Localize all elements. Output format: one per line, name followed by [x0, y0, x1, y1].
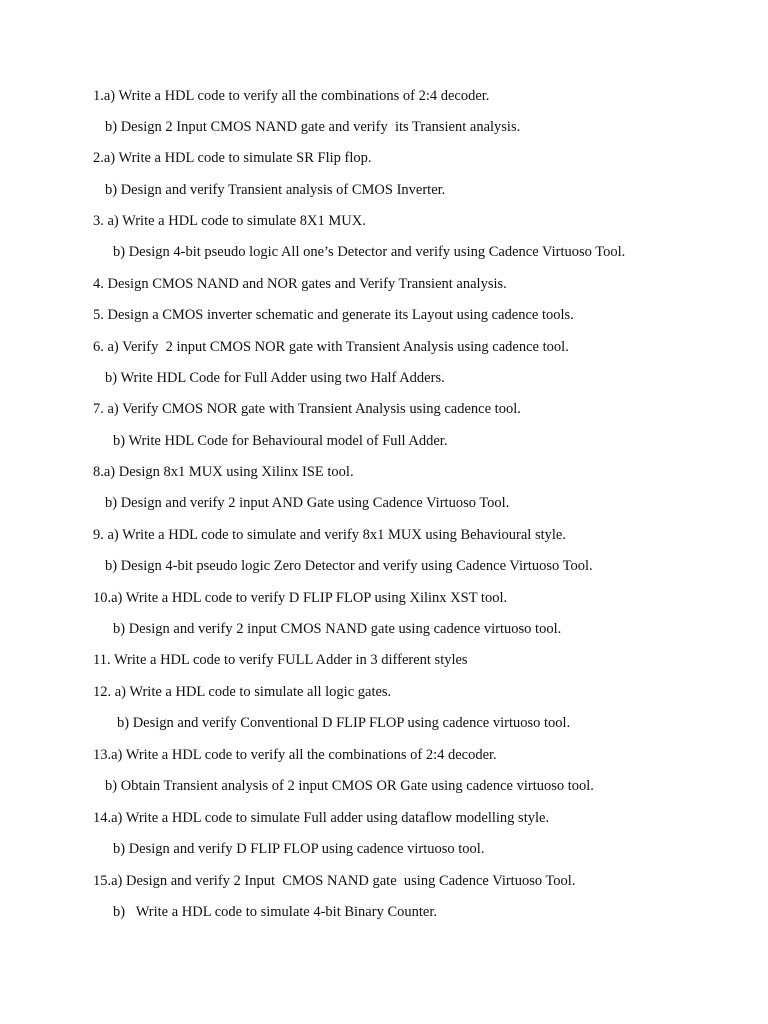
text-line: 14.a) Write a HDL code to simulate Full adder using dataflow modelling style. [93, 810, 550, 826]
text-line: b) Write HDL Code for Full Adder using two Half Adders. [105, 370, 445, 386]
text-line: b) Design 4-bit pseudo logic All one’s Detector and verify using Cadence Virtuoso Tool. [113, 244, 626, 260]
text-line: 4. Design CMOS NAND and NOR gates and Verify Transient analysis. [93, 276, 507, 292]
text-line: 1.a) Write a HDL code to verify all the combinations of 2:4 decoder. [93, 88, 490, 104]
text-line: 5. Design a CMOS inverter schematic and generate its Layout using cadence tools. [93, 307, 574, 323]
text-line: 7. a) Verify CMOS NOR gate with Transient Analysis using cadence tool. [93, 401, 521, 417]
text-line: 8.a) Design 8x1 MUX using Xilinx ISE tool. [93, 464, 354, 480]
text-line: 12. a) Write a HDL code to simulate all logic gates. [93, 684, 392, 700]
text-line: 11. Write a HDL code to verify FULL Adder in 3 different styles [93, 652, 468, 668]
text-line: b) Design and verify Transient analysis of CMOS Inverter. [105, 182, 446, 198]
text-line: b) Design 2 Input CMOS NAND gate and verify its Transient analysis. [105, 119, 521, 135]
text-line: 3. a) Write a HDL code to simulate 8X1 MUX. [93, 213, 366, 229]
text-line: b) Design and verify D FLIP FLOP using cadence virtuoso tool. [113, 841, 485, 857]
text-line: b) Write HDL Code for Behavioural model of Full Adder. [113, 433, 448, 449]
text-line: 13.a) Write a HDL code to verify all the combinations of 2:4 decoder. [93, 747, 497, 763]
text-line: b) Write a HDL code to simulate 4-bit Binary Counter. [113, 904, 437, 920]
text-line: b) Design and verify 2 input AND Gate using Cadence Virtuoso Tool. [105, 495, 510, 511]
text-line: 9. a) Write a HDL code to simulate and verify 8x1 MUX using Behavioural style. [93, 527, 566, 543]
text-line: b) Design and verify Conventional D FLIP FLOP using cadence virtuoso tool. [117, 715, 571, 731]
text-line: b) Design and verify 2 input CMOS NAND gate using cadence virtuoso tool. [113, 621, 562, 637]
text-line: b) Design 4-bit pseudo logic Zero Detector and verify using Cadence Virtuoso Tool. [105, 558, 593, 574]
text-line: 6. a) Verify 2 input CMOS NOR gate with Transient Analysis using cadence tool. [93, 339, 569, 355]
text-line: 15.a) Design and verify 2 Input CMOS NAND gate using Cadence Virtuoso Tool. [93, 873, 576, 889]
text-line: b) Obtain Transient analysis of 2 input CMOS OR Gate using cadence virtuoso tool. [105, 778, 594, 794]
text-line: 2.a) Write a HDL code to simulate SR Flip flop. [93, 150, 372, 166]
text-line: 10.a) Write a HDL code to verify D FLIP FLOP using Xilinx XST tool. [93, 590, 508, 606]
